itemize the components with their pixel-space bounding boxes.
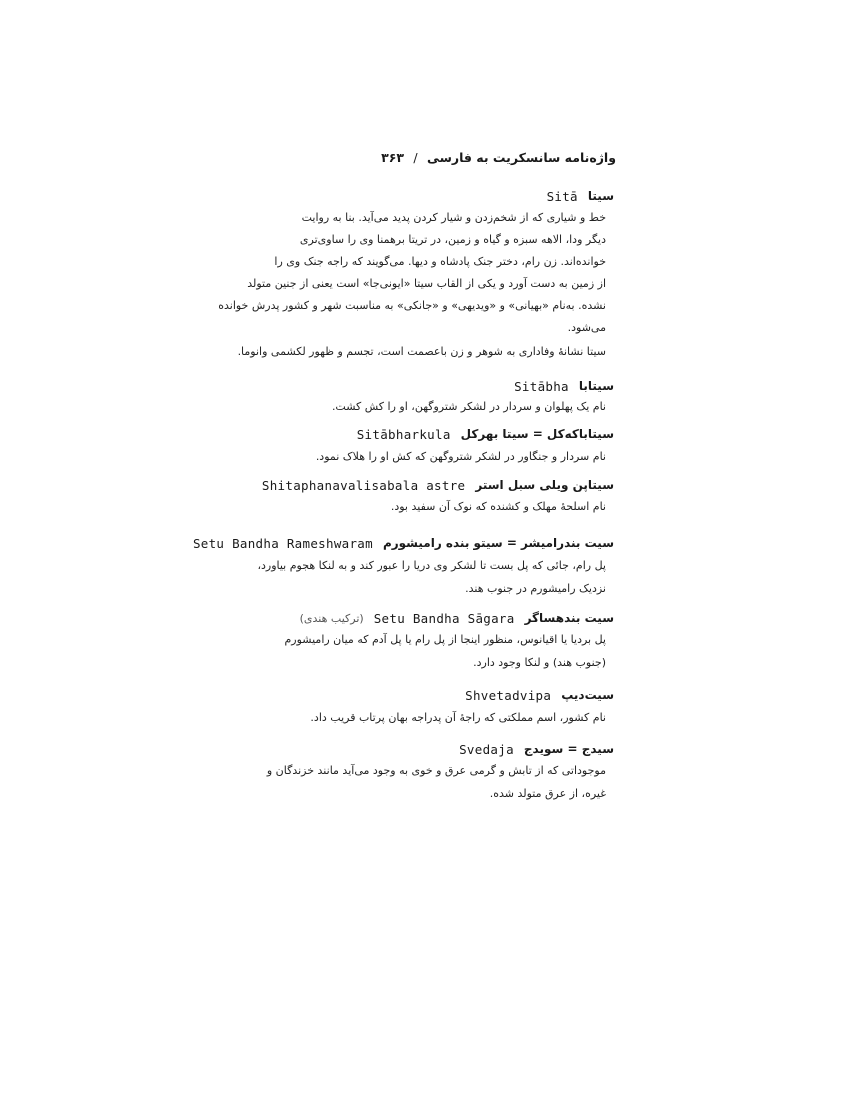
entry-definition-line: پل بردیا یا اقیانوس، منظور اینجا از پل رام یا پل آدم که میان رامیشورم [284,633,606,646]
entry-persian: سیتا [587,189,614,203]
entry-latin: Svedaja [459,741,514,757]
entry-definition-line: دیگر ودا، الاهه سبزه و گیاه و زمین، در تریتا برهمنا وی را ساوی‌تری [299,233,606,246]
entry-latin: Setu Bandha Rameshwaram [192,535,373,551]
entry-definition-line: (جنوب هند) و لنکا وجود دارد. [473,656,606,669]
entry-latin: Shvetadvipa [465,687,552,703]
page-number: ۳۶۳ [381,150,404,165]
entry-definition-line: نام کشور، اسم مملکتی که راجهٔ آن پدراجه بهان پرتاب قریب داد. [310,711,606,724]
entry-latin: Setu Bandha Sāgara [373,610,515,626]
entry-latin: Shitaphanavalisabala astre [261,477,466,493]
entry-headword [262,475,614,495]
entry-definition-line: می‌شود. [567,321,606,334]
entry-latin: Sitābharkula [356,426,451,442]
entry-persian: سیت بندرامیشر = سیتو بنده رامیشورم [382,536,614,550]
header-separator: / [413,150,418,165]
entry-headword [357,424,614,444]
entry-definition-line: نام یک پهلوان و سردار در لشکر شتروگهن، او را کش کشت. [331,400,606,413]
entry-definition-line: نزدیک رامیشورم در جنوب هند. [465,582,606,595]
entry-headword [193,533,614,553]
entry-note: (ترکیب هندی) [299,611,364,625]
entry-headword [459,739,614,759]
entry-definition-line: غیره، از عرق متولد شده. [489,787,606,800]
entry-persian: سیت بندهساگر [524,611,614,625]
entry-definition-line: موجوداتی که از تابش و گرمی عرق و خوی به وجود می‌آید مانند خزندگان و [266,764,606,777]
entry-definition-line: خط و شیاری که از شخم‌زدن و شیار کردن پدید می‌آید. بنا به روایت [301,211,606,224]
entry-persian: سیدج = سویدج [523,742,614,756]
entry-latin: Sitābha [514,378,569,394]
entry-persian: سیتاباکه‌کل = سیتا بهرکل [460,427,614,441]
entry-headword [547,186,614,206]
entry-headword [300,608,614,628]
entry-headword [514,376,614,396]
entry-headword [465,685,614,705]
entry-definition-line: خوانده‌اند. زن رام، دختر جنک پادشاه و دیها. می‌گویند که راجه جنک وی را [274,255,606,268]
entry-definition-line: نشده. به‌نام «بهیانی» و «ویدیهی» و «جانکی» به مناسبت شهر و کشور پدرش خوانده [218,299,606,312]
entry-definition-line: پل رام، جائی که پل بست تا لشکر وی دریا را عبور کند و به لنکا هجوم بیاورد، [257,559,606,572]
entry-persian: سیتاپن ویلی سبل استر [475,478,614,492]
entry-definition-line: سیتا نشانهٔ وفاداری به شوهر و زن باعصمت است، تجسم و ظهور لکشمی وانوما. [237,345,606,358]
entry-definition-line: از زمین به دست آورد و یکی از القاب سیتا «ایونی‌جا» است یعنی از جنین متولد [247,277,606,290]
entry-latin: Sitā [546,188,578,204]
entry-persian: سیت‌دیپ [561,688,614,702]
page-title: واژه‌نامه سانسکریت به فارسی [426,150,616,165]
page-header [232,150,616,165]
entry-persian: سیتابا [578,379,614,393]
entry-definition-line: نام سردار و جنگاور در لشکر شتروگهن که کش او را هلاک نمود. [315,450,606,463]
entry-definition-line: نام اسلحهٔ مهلک و کشنده که نوک آن سفید بود. [390,500,606,513]
